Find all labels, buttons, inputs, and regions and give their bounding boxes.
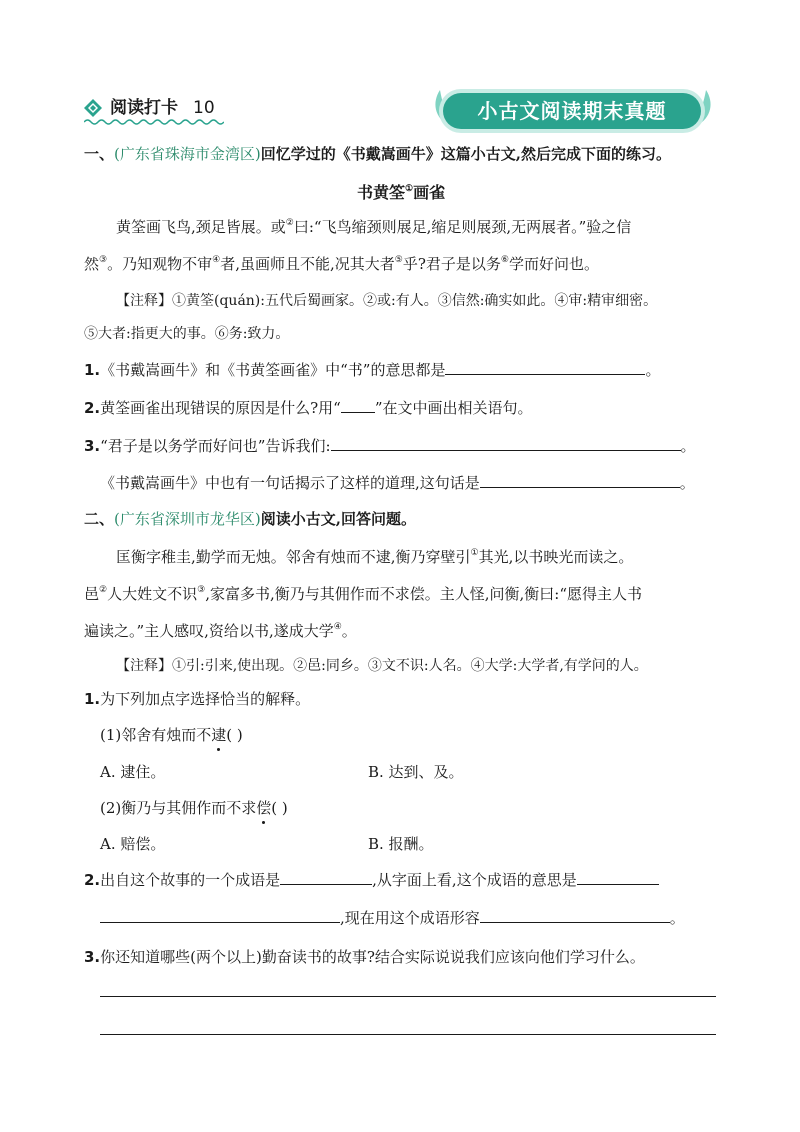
section2-passage-line-1: 匡衡字稚圭,勤学而无烛。邻舍有烛而不逮,衡乃穿壁引①其光,以书映光而读之。 xyxy=(116,548,634,566)
header-diamond-icon xyxy=(84,99,102,117)
section2-question-1a: (1)邻舍有烛而不逮( ) xyxy=(100,726,243,744)
section2-prefix: 二、 xyxy=(84,510,115,528)
section2-question-1b: (2)衡乃与其佣作而不求偿( ) xyxy=(100,799,288,817)
option-b[interactable]: B. 达到、及。 xyxy=(368,763,464,781)
emphasized-char: 逮 xyxy=(211,726,227,744)
answer-blank[interactable] xyxy=(445,358,645,375)
section2-question-2: 2.出自这个故事的一个成语是 ,从字面上看,这个成语的意思是 xyxy=(84,868,659,891)
section1-question-1: 1.《书戴嵩画牛》和《书黄筌画雀》中“书”的意思都是 。 xyxy=(84,358,661,381)
checkin-label: 阅读打卡 xyxy=(110,98,178,118)
section2-passage-line-2: 邑②人大姓文不识③,家富多书,衡乃与其佣作而不求偿。主人怪,问衡,衡曰:“愿得主人书 xyxy=(84,585,642,603)
section-banner: 小古文阅读期末真题 xyxy=(443,93,701,129)
section1-prefix: 一、 xyxy=(84,145,115,163)
section1-passage-line-2: 然③。乃知观物不审④者,虽画师且不能,况其大者⑤乎?君子是以务⑥学而好问也。 xyxy=(84,255,599,273)
section1-note-line-2: ⑤大者:指更大的事。⑥务:致力。 xyxy=(84,326,290,342)
section2-question-3: 3.你还知道哪些(两个以上)勤奋读书的故事?结合实际说说我们应该向他们学习什么。 xyxy=(84,948,645,966)
section1-intro: 回忆学过的《书戴嵩画牛》这篇小古文,然后完成下面的练习。 xyxy=(260,145,671,163)
option-a[interactable]: A. 赔偿。 xyxy=(100,835,166,853)
answer-blank[interactable] xyxy=(577,868,659,885)
underline-sample xyxy=(341,396,375,413)
section1-passage-line-1: 黄筌画飞鸟,颈足皆展。或②曰:“飞鸟缩颈则展足,缩足则展颈,无两展者。”验之信 xyxy=(116,218,632,236)
answer-line[interactable] xyxy=(100,1034,716,1035)
section2-intro: 阅读小古文,回答问题。 xyxy=(260,510,416,528)
option-a[interactable]: A. 逮住。 xyxy=(100,763,166,781)
section2-note: 【注释】①引:引来,使出现。②邑:同乡。③文不识:人名。④大学:大学者,有学问的人。 xyxy=(116,658,648,674)
section2-question-1: 1.为下列加点字选择恰当的解释。 xyxy=(84,690,311,708)
header-wave-divider xyxy=(84,118,224,126)
answer-blank[interactable] xyxy=(331,434,681,451)
answer-blank[interactable] xyxy=(480,471,680,488)
section1-passage-title: 书黄筌①画雀 xyxy=(357,183,446,202)
section1-question-2: 2.黄筌画雀出现错误的原因是什么?用“ ”在文中画出相关语句。 xyxy=(84,396,533,419)
answer-blank[interactable] xyxy=(100,906,340,923)
section2-heading xyxy=(84,508,416,530)
answer-blank[interactable] xyxy=(280,868,372,885)
emphasized-char: 偿 xyxy=(256,799,272,817)
section1-heading xyxy=(84,143,671,165)
answer-blank[interactable] xyxy=(480,906,670,923)
section2-region: (广东省深圳市龙华区) xyxy=(114,510,261,528)
section1-question-3: 3.“君子是以务学而好问也”告诉我们: 。 xyxy=(84,434,696,457)
section1-note-line-1: 【注释】①黄筌(quán):五代后蜀画家。②或:有人。③信然:确实如此。④审:精审细密。 xyxy=(116,293,658,309)
section2-question-2-cont: ,现在用这个成语形容 。 xyxy=(100,906,685,929)
section2-passage-line-3: 遍读之。”主人感叹,资给以书,遂成大学④。 xyxy=(84,622,357,640)
checkin-number: 10 xyxy=(193,98,215,118)
answer-line[interactable] xyxy=(100,996,716,997)
section1-region: (广东省珠海市金湾区) xyxy=(114,145,261,163)
option-b[interactable]: B. 报酬。 xyxy=(368,835,434,853)
section1-question-3-sub: 《书戴嵩画牛》中也有一句话揭示了这样的道理,这句话是 。 xyxy=(100,471,695,494)
